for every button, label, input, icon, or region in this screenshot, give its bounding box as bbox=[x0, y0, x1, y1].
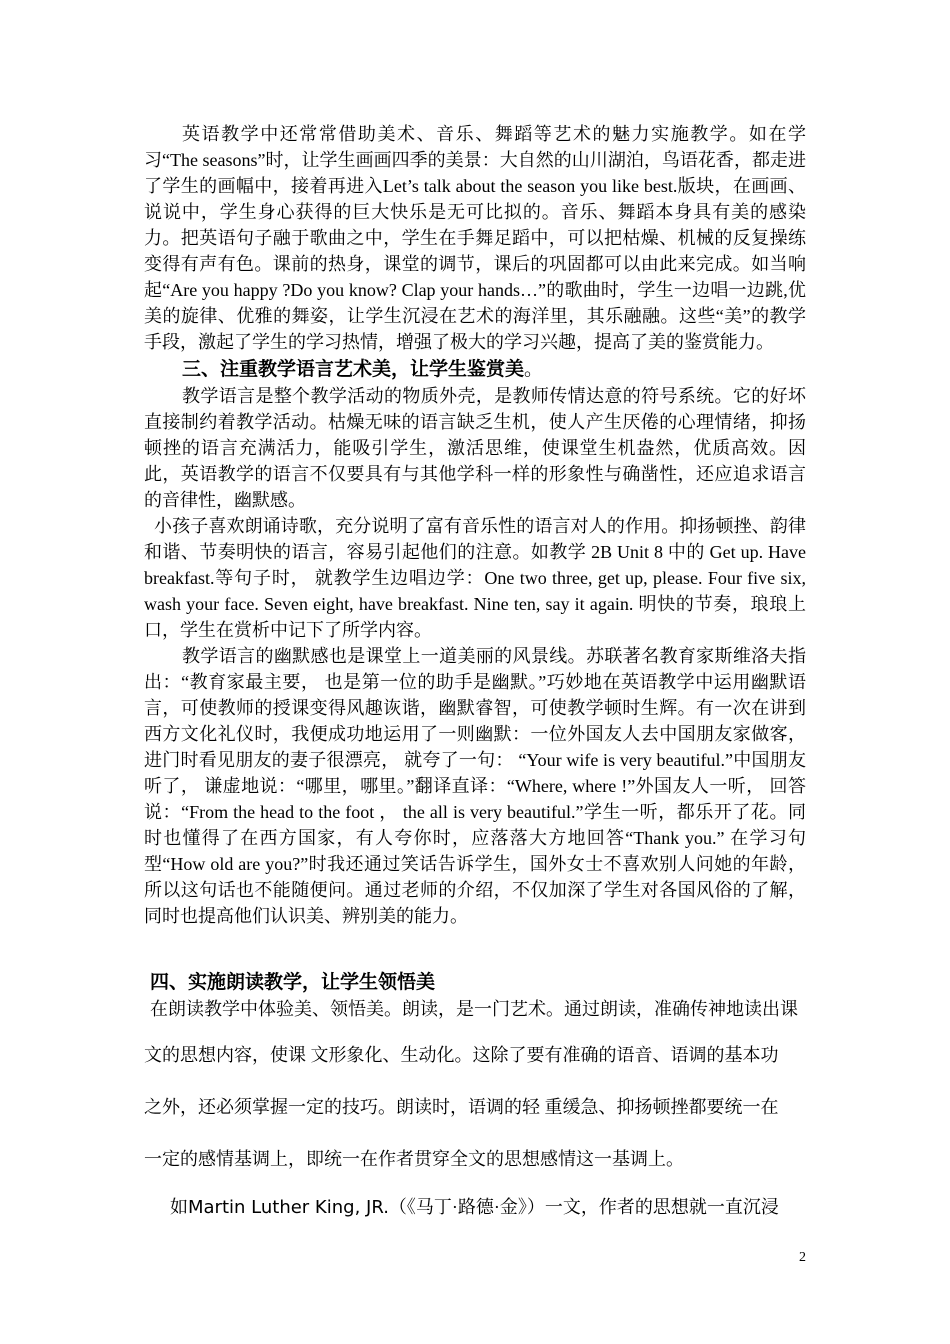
section-heading-4: 四、实施朗读教学，让学生领悟美 bbox=[150, 971, 436, 993]
reading-line-3: 之外，还必须掌握一定的技巧。朗读时，语调的轻 重缓急、抑扬顿挫都要统一在 bbox=[144, 1097, 779, 1117]
paragraph-arts-teaching: 英语教学中还常常借助美术、音乐、舞蹈等艺术的魅力实施教学。如在学习“The seasons”时，让学生画画四季的美景：大自然的山川湖泊，鸟语花香，都走进了学生的画幅中，接着再进入Let’s talk about the season you like best.版块，在画画、说说中，学生身心获得的巨大快乐是无可比拟的。音乐、舞蹈本身具有美的感染力。把英语句子融于歌曲之中，学生在手舞足蹈中，可以把枯燥、机械的反复操练变得有声有色。课前的热身，课堂的调节，课后的巩固都可以由此来完成。如当响起“Are you happy ?Do you know? Clap your hands…”的歌曲时，学生一边唱一边跳,优美的旋律、优雅的舞姿，让学生沉浸在艺术的海洋里，其乐融融。这些“美”的教学手段，激起了学生的学习热情，增强了极大的学习兴趣，提高了美的鉴赏能力。 bbox=[144, 124, 806, 352]
section-heading-3-text: 三、注重教学语言艺术美，让学生鉴赏美 bbox=[182, 358, 525, 380]
reading-line-1: 在朗读教学中体验美、领悟美。朗读，是一门艺术。通过朗读，准确传神地读出课 bbox=[150, 999, 798, 1019]
section-heading-3-tail: 。 bbox=[524, 358, 544, 380]
body-text-top bbox=[144, 121, 806, 929]
martin-prefix: 如 bbox=[170, 1197, 188, 1217]
page-number: 2 bbox=[799, 1250, 806, 1265]
paragraph-teaching-language: 教学语言是整个教学活动的物质外壳，是教师传情达意的符号系统。它的好坏直接制约着教学活动。枯燥无味的语言缺乏生机，使人产生厌倦的心理情绪，抑扬顿挫的语言充满活力，能吸引学生，激活思维，使课堂生机盎然，优质高效。因此，英语教学的语言不仅要具有与其他学科一样的形象性与确凿性，还应追求语言的音律性，幽默感。 bbox=[144, 386, 806, 510]
martin-name: Martin Luther King, JR. bbox=[188, 1197, 389, 1218]
reading-line-5 bbox=[144, 1194, 806, 1221]
reading-line-4: 一定的感情基调上，即统一在作者贯穿全文的思想感情这一基调上。 bbox=[144, 1149, 684, 1169]
martin-rest: （《马丁·路德·金》）一文，作者的思想就一直沉浸 bbox=[388, 1197, 779, 1217]
body-text-reading bbox=[144, 996, 806, 1221]
reading-line-2: 文的思想内容，使课 文形象化、生动化。这除了要有准确的语音、语调的基本功 bbox=[144, 1045, 779, 1065]
section-heading-3 bbox=[144, 355, 806, 383]
paragraph-humor: 教学语言的幽默感也是课堂上一道美丽的风景线。苏联著名教育家斯维洛夫指出：“教育家最主要， 也是第一位的助手是幽默。”巧妙地在英语教学中运用幽默语言，可使教师的授课变得风趣诙谐，幽默睿智，可使教学顿时生辉。有一次在讲到西方文化礼仪时，我便成功地运用了一则幽默：一位外国友人去中国朋友家做客，进门时看见朋友的妻子很漂亮， 就夸了一句： “Your wife is very beautiful.”中国朋友听了， 谦虚地说：“哪里，哪里。”翻译直译：“Where, where !”外国友人一听， 回答说：“From the head to the foot ， the all is very beautiful.”学生一听，都乐开了花。同时也懂得了在西方国家，有人夸你时，应落落大方地回答“Thank you.” 在学习句型“How old are you?”时我还通过笑话告诉学生，国外女士不喜欢别人问她的年龄，所以这句话也不能随便问。通过老师的介绍，不仅加深了学生对各国风俗的了解，同时也提高他们认识美、辨别美的能力。 bbox=[144, 646, 806, 926]
paragraph-poetry: 小孩子喜欢朗诵诗歌，充分说明了富有音乐性的语言对人的作用。抑扬顿挫、韵律和谐、节奏明快的语言，容易引起他们的注意。如教学 2B Unit 8 中的 Get up. Have breakfast.等句子时， 就教学生边唱边学：One two three, get up, please. Four five six, wash your face. Seven eight, have breakfast. Nine ten, say it again. 明快的节奏，琅琅上口，学生在赏析中记下了所学内容。 bbox=[144, 516, 806, 640]
